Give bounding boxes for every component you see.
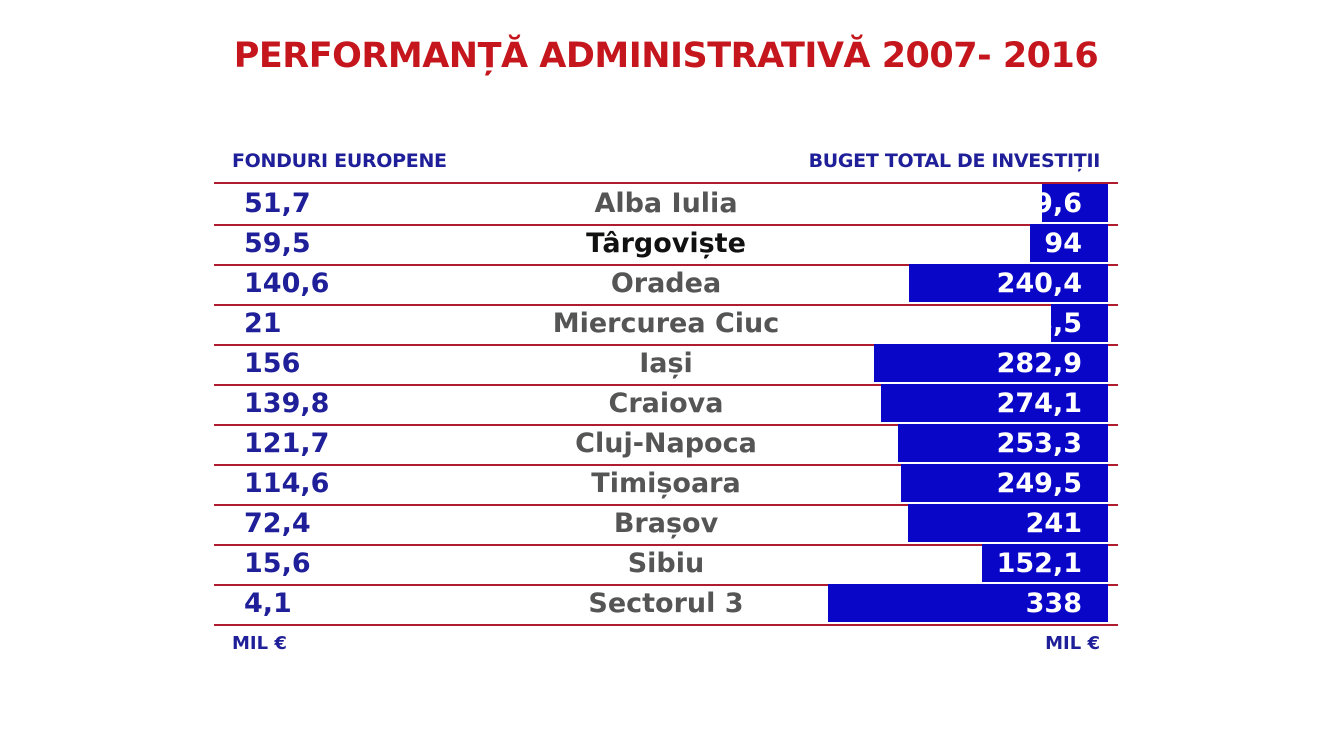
table-row <box>214 584 1118 624</box>
city-name: Brașov <box>613 508 719 539</box>
budget-value: 274,1 <box>996 388 1082 419</box>
budget-value: 68,5 <box>1015 308 1082 339</box>
table-row <box>214 504 1118 544</box>
budget-value: 240,4 <box>996 268 1082 299</box>
table-row <box>214 304 1118 344</box>
table-row <box>214 464 1118 504</box>
table-row <box>214 344 1118 384</box>
header-total-budget: BUGET TOTAL DE INVESTIȚII <box>808 150 1100 172</box>
budget-value: 79,6 <box>1015 188 1082 219</box>
table-row <box>214 384 1118 424</box>
eu-funds-value: 156 <box>244 348 301 379</box>
city-name: Craiova <box>608 388 724 419</box>
city-name: Alba Iulia <box>594 188 738 219</box>
city-name: Sectorul 3 <box>588 588 744 619</box>
budget-value: 282,9 <box>996 348 1082 379</box>
city-name: Sibiu <box>627 548 705 579</box>
budget-value: 94 <box>1044 228 1082 259</box>
header-eu-funds: FONDURI EUROPENE <box>232 150 447 172</box>
unit-label-right: MIL € <box>1045 633 1100 654</box>
city-name: Timișoara <box>591 468 741 499</box>
table-row <box>214 264 1118 304</box>
city-name: Iași <box>639 348 693 379</box>
city-name: Târgoviște <box>586 228 746 259</box>
city-name: Oradea <box>610 268 722 299</box>
unit-label-left: MIL € <box>232 633 287 654</box>
eu-funds-value: 114,6 <box>244 468 330 499</box>
data-table <box>214 182 1118 626</box>
eu-funds-value: 59,5 <box>244 228 311 259</box>
eu-funds-value: 15,6 <box>244 548 311 579</box>
city-name: Miercurea Ciuc <box>552 308 780 339</box>
city-name: Cluj-Napoca <box>575 428 757 459</box>
eu-funds-value: 139,8 <box>244 388 330 419</box>
eu-funds-value: 51,7 <box>244 188 311 219</box>
table-row <box>214 544 1118 584</box>
budget-value: 152,1 <box>996 548 1082 579</box>
budget-value: 338 <box>1025 588 1082 619</box>
budget-value: 253,3 <box>996 428 1082 459</box>
eu-funds-value: 4,1 <box>244 588 292 619</box>
eu-funds-value: 140,6 <box>244 268 330 299</box>
table-row <box>214 424 1118 464</box>
eu-funds-value: 21 <box>244 308 282 339</box>
eu-funds-value: 121,7 <box>244 428 330 459</box>
chart-title: PERFORMANȚĂ ADMINISTRATIVĂ 2007- 2016 <box>233 36 1099 76</box>
row-divider <box>214 624 1118 626</box>
eu-funds-value: 72,4 <box>244 508 311 539</box>
budget-value: 249,5 <box>996 468 1082 499</box>
budget-value: 241 <box>1025 508 1082 539</box>
table-row <box>214 184 1118 224</box>
table-row <box>214 224 1118 264</box>
